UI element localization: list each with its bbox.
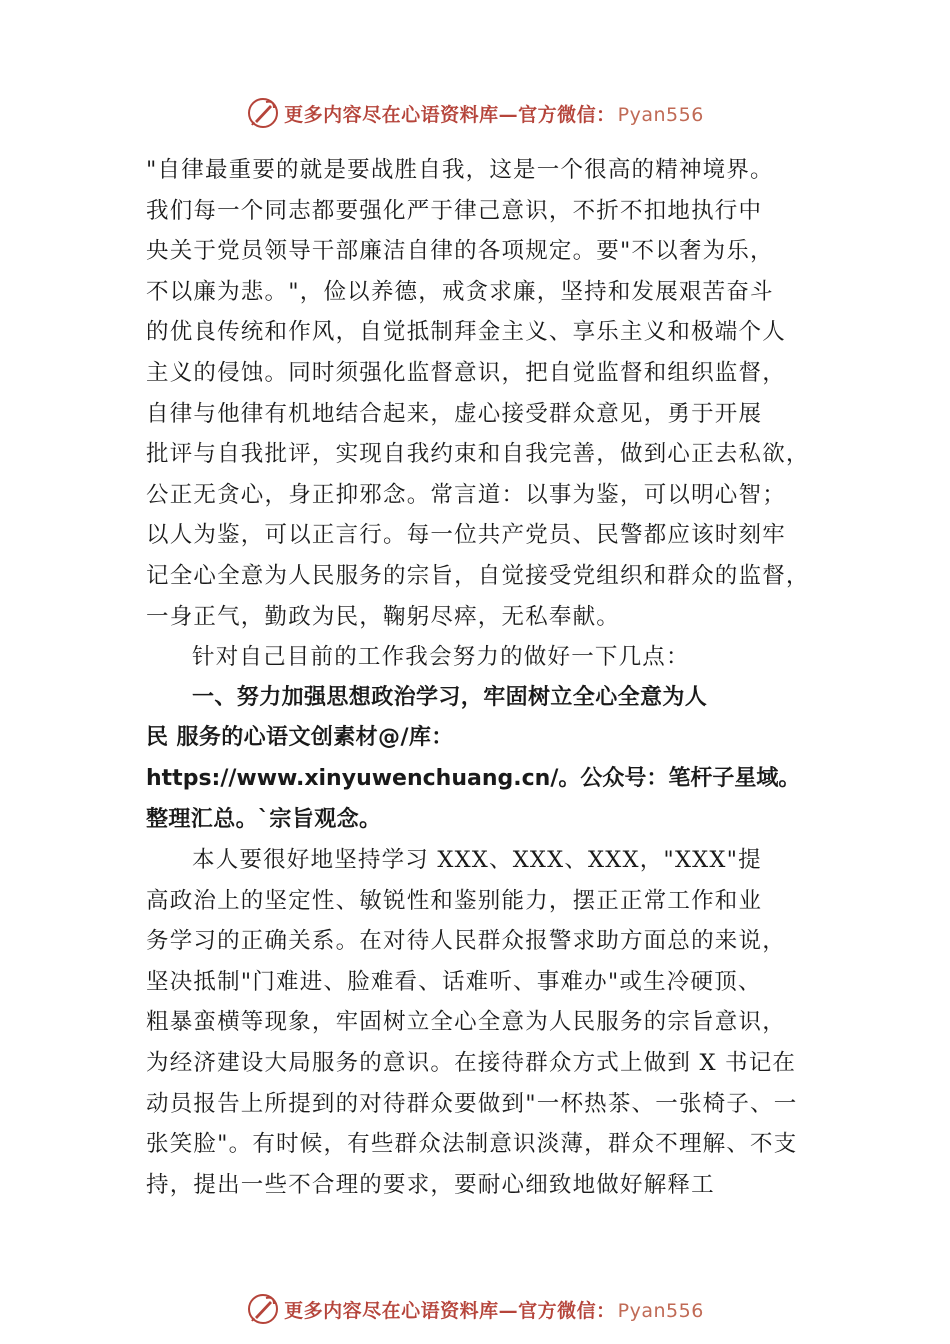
header-banner-wechat-id: Pyan556: [617, 103, 704, 126]
paragraph-line: 坚决抵制"门难进、脸难看、话难听、事难办"或生冷硬顶、: [146, 968, 762, 995]
header-banner-text: [284, 100, 704, 127]
header-banner-label: 更多内容尽在心语资料库—官方微信：: [284, 103, 616, 126]
body-line: 以人为鉴，可以正言行。每一位共产党员、民警都应该时刻牢: [146, 522, 786, 549]
body-line: "自律最重要的就是要战胜自我，这是一个很高的精神境界。: [146, 157, 774, 183]
footer-banner-text: [284, 1296, 704, 1323]
paragraph-line: 本人要很好地坚持学习 XXX、XXX、XXX，"XXX"提: [192, 847, 762, 874]
section-heading-line: 整理汇总。`宗旨观念。: [146, 806, 382, 832]
paragraph-line: 动员报告上所提到的对待群众要做到"一杯热茶、一张椅子、一: [146, 1090, 798, 1117]
quill-logo-icon: [246, 96, 280, 130]
paragraph-line: 为经济建设大局服务的意识。在接待群众方式上做到 X 书记在: [146, 1050, 797, 1077]
body-line: 我们每一个同志都要强化严于律己意识，不折不扣地执行中: [146, 197, 763, 224]
paragraph-line: 粗暴蛮横等现象，牢固树立全心全意为人民服务的宗旨意识，: [146, 1009, 786, 1036]
footer-banner-wechat-id: Pyan556: [617, 1299, 704, 1322]
body-line: 自律与他律有机地结合起来，虚心接受群众意见，勇于开展: [146, 400, 763, 427]
paragraph-line: 高政治上的坚定性、敏锐性和鉴别能力，摆正正常工作和业: [146, 887, 763, 914]
paragraph-line: 张笑脸"。有时候，有些群众法制意识淡薄，群众不理解、不支: [146, 1131, 798, 1158]
body-line: 记全心全意为人民服务的宗旨，自觉接受党组织和群众的监督，: [146, 562, 810, 589]
section-heading-line: 民 服务的心语文创素材@/库：: [146, 725, 454, 751]
body-line: 的优良传统和作风，自觉抵制拜金主义、享乐主义和极端个人: [146, 319, 786, 346]
body-line: 央关于党员领导干部廉洁自律的各项规定。要"不以奢为乐，: [146, 238, 774, 265]
section-heading-line: 一、努力加强思想政治学习，牢固树立全心全意为人: [192, 684, 708, 710]
document-body: [146, 150, 836, 1205]
footer-watermark-banner: [0, 1289, 950, 1329]
body-line: 一身正气，勤政为民，鞠躬尽瘁，无私奉献。: [146, 603, 621, 630]
body-line: 公正无贪心，身正抑邪念。常言道：以事为鉴，可以明心智；: [146, 481, 786, 508]
footer-banner-label: 更多内容尽在心语资料库—官方微信：: [284, 1299, 616, 1322]
header-watermark-banner: [0, 93, 950, 133]
paragraph-line: 持，提出一些不合理的要求，要耐心细致地做好解释工: [146, 1171, 715, 1198]
paragraph-line: 务学习的正确关系。在对待人民群众报警求助方面总的来说，: [146, 928, 786, 955]
body-line: 主义的侵蚀。同时须强化监督意识，把自觉监督和组织监督，: [146, 359, 786, 386]
body-line: 批评与自我批评，实现自我约束和自我完善，做到心正去私欲，: [146, 441, 810, 468]
intro-line: 针对自己目前的工作我会努力的做好一下几点：: [192, 644, 690, 671]
quill-logo-icon: [246, 1292, 280, 1326]
section-heading-url-line: https://www.xinyuwenchuang.cn/。公众号：笔杆子星域。: [146, 765, 801, 791]
body-line: 不以廉为悲。"，俭以养德，戒贪求廉，坚持和发展艰苦奋斗: [146, 278, 774, 305]
